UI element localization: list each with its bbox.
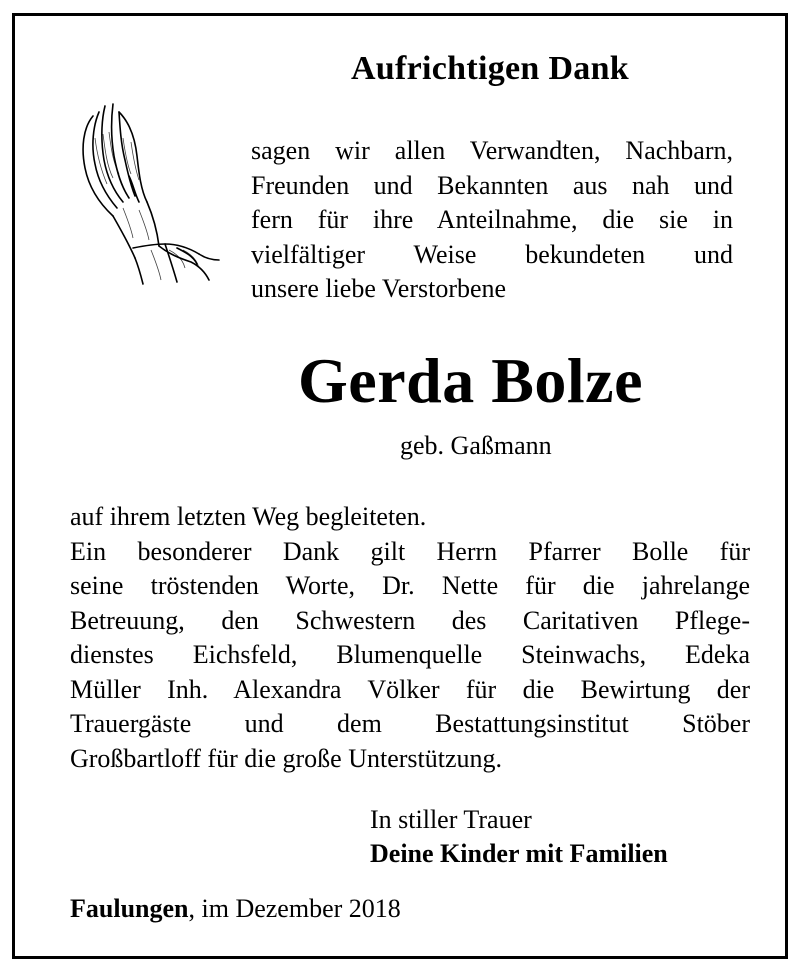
body-line: Betreuung, den Schwestern des Caritativen Pflege-: [70, 605, 750, 635]
praying-hands-icon: [73, 98, 223, 288]
intro-line: sagen wir allen Verwandten, Nachbarn,: [251, 136, 733, 165]
body-line: auf ihrem letzten Weg begleiteten.: [70, 502, 427, 531]
body-line: Ein besonderer Dank gilt Herrn Pfarrer Bolle für: [70, 536, 750, 566]
body-line: Großbartloff für die große Unterstützung.: [70, 743, 503, 773]
notice-frame: [12, 13, 788, 959]
intro-line: unsere liebe Verstorbene: [251, 274, 507, 303]
intro-line: fern für ihre Anteilnahme, die sie in: [251, 205, 733, 234]
body-line: dienstes Eichsfeld, Blumenquelle Steinwachs, Edeka: [70, 640, 750, 669]
place-date: [70, 894, 401, 924]
place-name: Faulungen: [70, 894, 189, 923]
thanks-paragraph: [70, 500, 750, 776]
body-line: seine tröstenden Worte, Dr. Nette für die jahrelange: [70, 571, 750, 600]
date-text: , im Dezember 2018: [188, 894, 401, 923]
body-line: Müller Inh. Alexandra Völker für die Bewirtung der: [70, 674, 750, 704]
signature-mourning: In stiller Trauer: [370, 805, 532, 834]
deceased-name: Gerda Bolze: [298, 345, 643, 416]
body-line: Trauergäste und dem Bestattungsinstitut Stöber: [70, 709, 750, 738]
intro-line: vielfältiger Weise bekundeten und: [251, 239, 733, 269]
intro-line: Freunden und Bekannten aus nah und: [251, 170, 733, 200]
intro-paragraph: [251, 134, 733, 307]
signature-family: Deine Kinder mit Familien: [370, 839, 668, 868]
maiden-name: geb. Gaßmann: [400, 431, 552, 460]
notice-heading: Aufrichtigen Dank: [350, 50, 630, 87]
